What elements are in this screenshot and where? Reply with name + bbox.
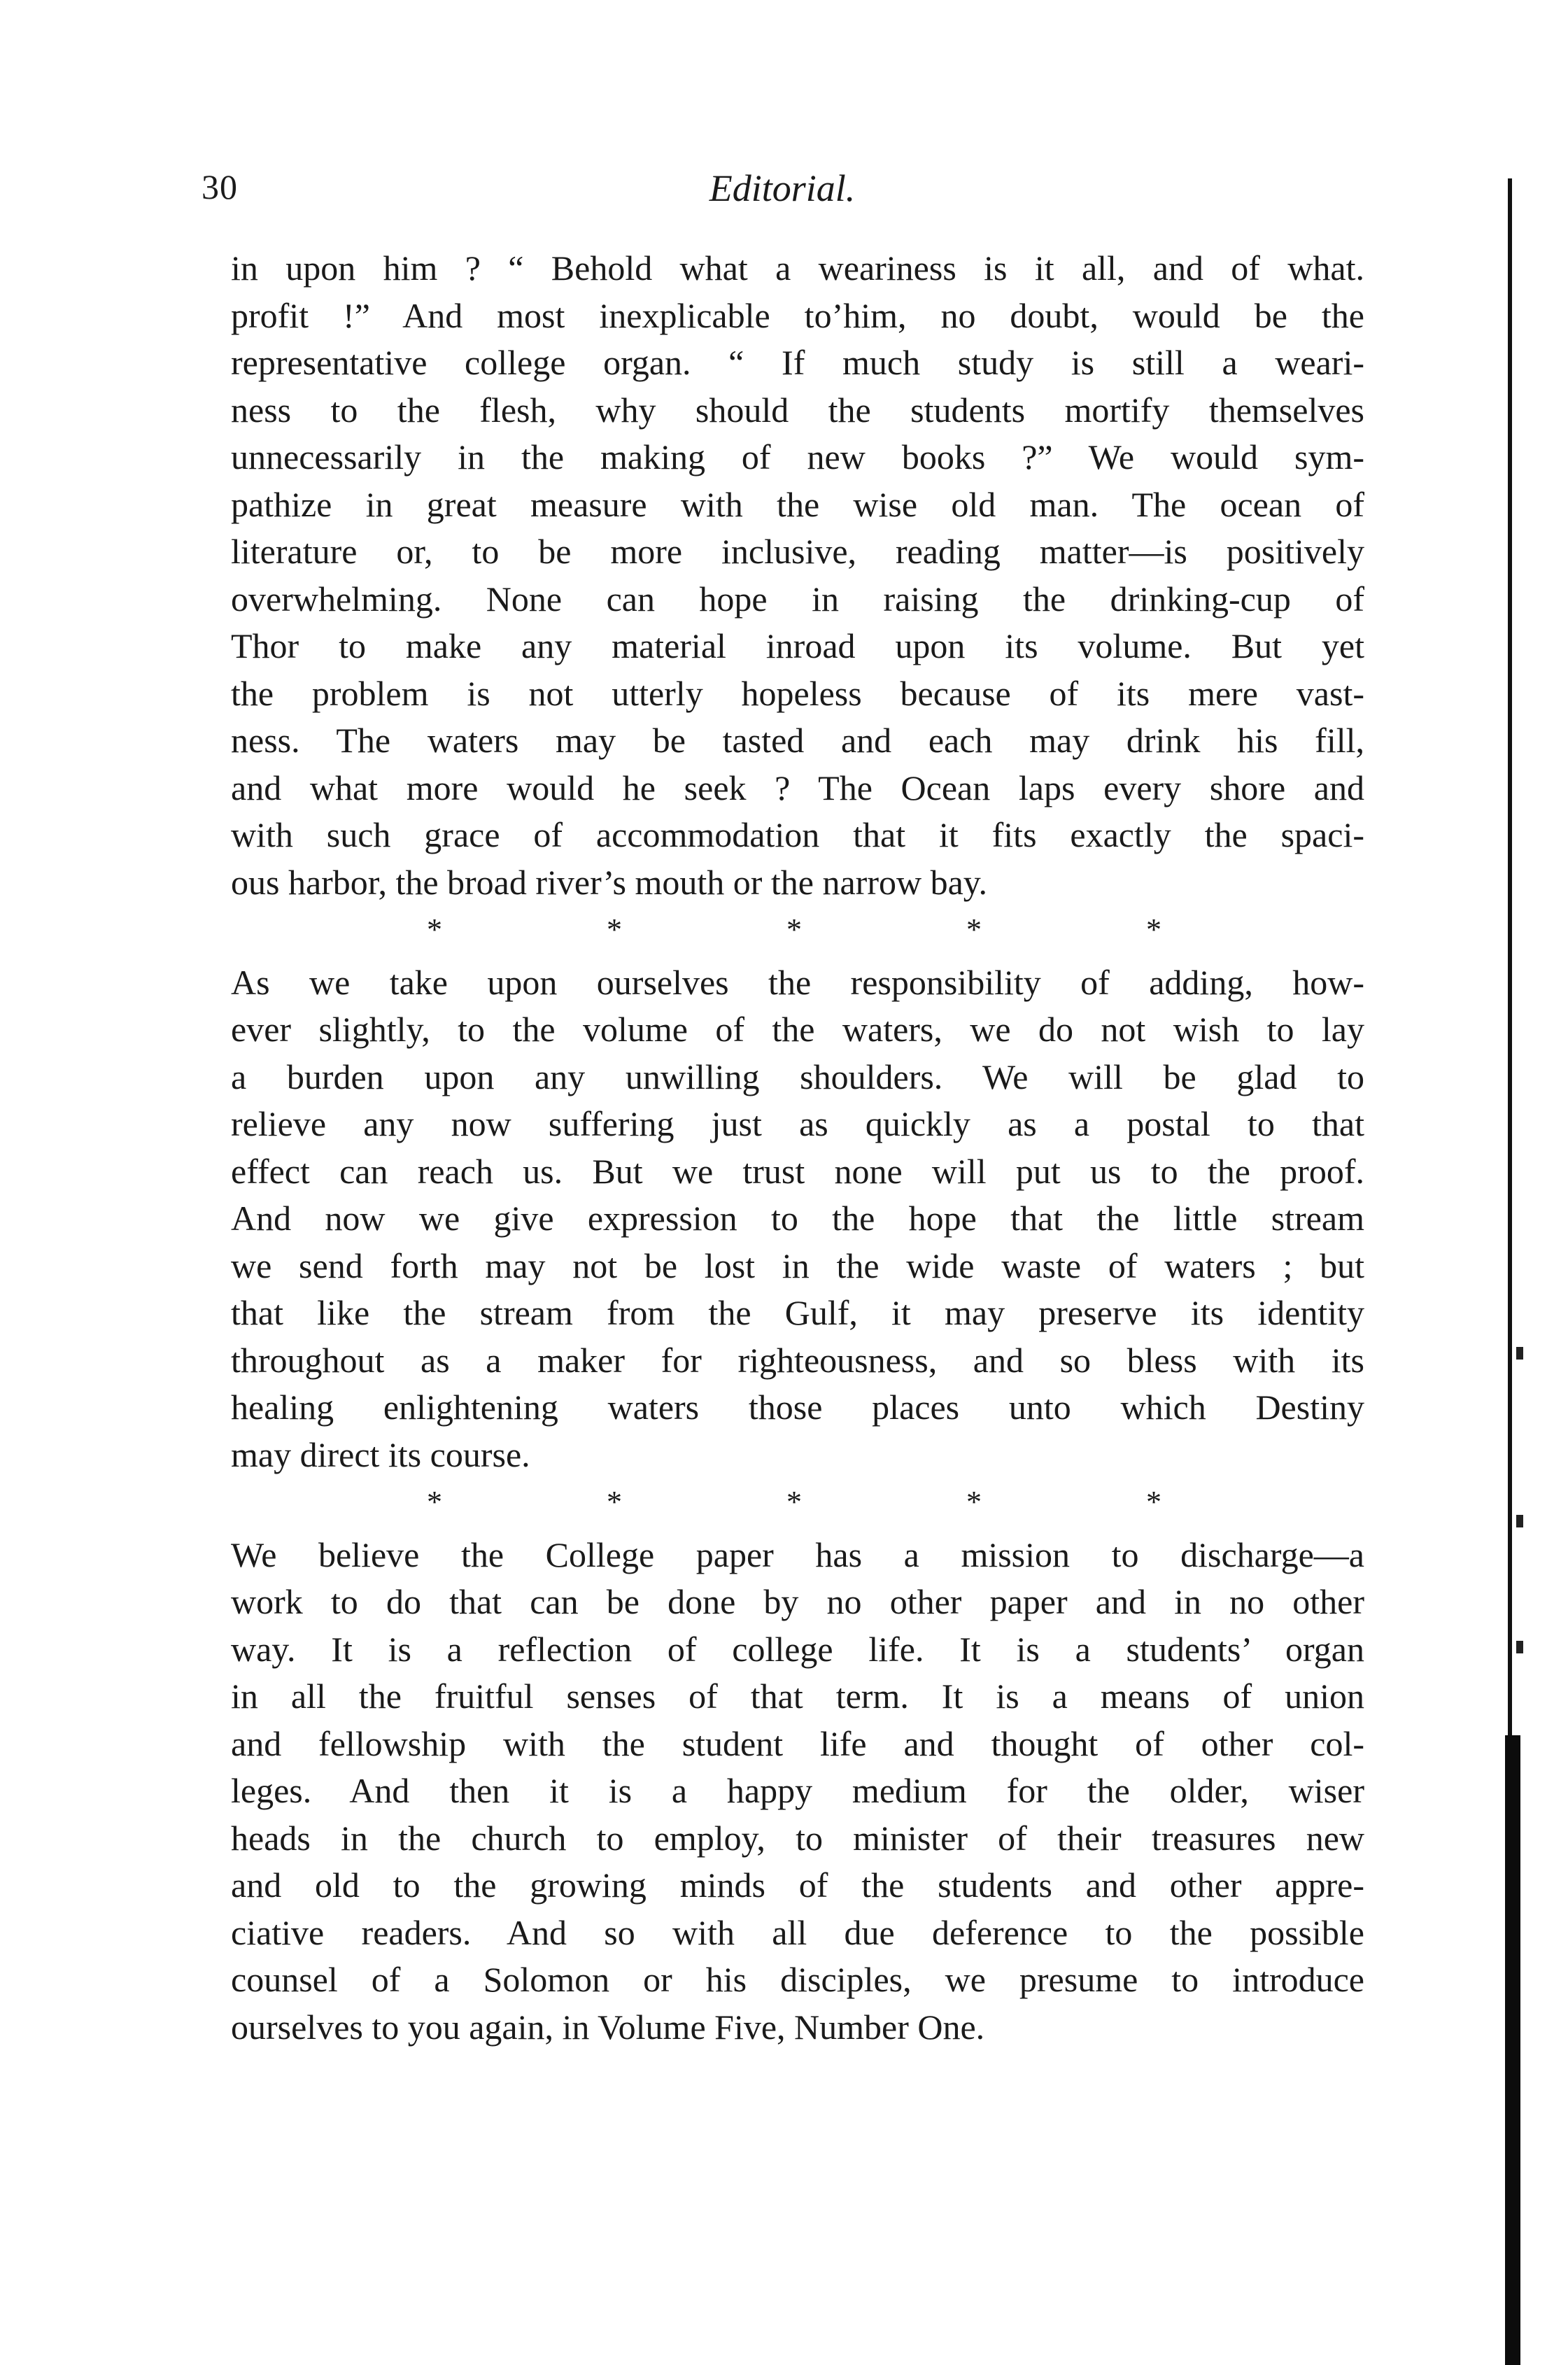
text-line: healing enlightening waters those places unto which Destiny <box>231 1388 1364 1427</box>
section-separator <box>427 906 1161 954</box>
text-line: we send forth may not be lost in the wide waste of waters ; but <box>231 1245 1364 1285</box>
running-title: Editorial. <box>709 167 856 209</box>
text-line: pathize in great measure with the wise old man. The ocean of <box>231 484 1364 524</box>
asterisk: * <box>427 1485 442 1519</box>
text-line: may direct its course. <box>231 1434 530 1474</box>
asterisk: * <box>786 1485 802 1519</box>
text-line: profit !” And most inexplicable to’him, no doubt, would be the <box>231 295 1364 335</box>
paragraph-2 <box>231 959 1364 1479</box>
asterisk: * <box>966 912 982 947</box>
page-header <box>202 167 1363 230</box>
paragraph-3 <box>231 1532 1364 2052</box>
text-line: work to do that can be done by no other paper and in no other <box>231 1582 1364 1621</box>
text-line: overwhelming. None can hope in raising the drinking-cup of <box>231 579 1364 619</box>
section-separator <box>427 1478 1161 1526</box>
text-line: throughout as a maker for righteousness, and so bless with its <box>231 1340 1364 1380</box>
text-line: in all the fruitful senses of that term. It is a means of union <box>231 1676 1364 1716</box>
text-line: effect can reach us. But we trust none will put us to the proof. <box>231 1151 1364 1191</box>
asterisk: * <box>607 1485 622 1519</box>
text-line: ous harbor, the broad river’s mouth or the narrow bay. <box>231 862 988 902</box>
text-line: leges. And then it is a happy medium for the older, wiser <box>231 1771 1364 1810</box>
text-line: and what more would he seek ? The Ocean laps every shore and <box>231 768 1364 807</box>
text-line: that like the stream from the Gulf, it may preserve its identity <box>231 1293 1364 1332</box>
page-edge-mark <box>1516 1515 1523 1527</box>
text-line: and fellowship with the student life and thought of other col- <box>231 1723 1364 1763</box>
asterisk: * <box>1146 1485 1161 1519</box>
text-line: ourselves to you again, in Volume Five, Number One. <box>231 2007 985 2047</box>
paragraph-1 <box>231 245 1364 906</box>
text-line: We believe the College paper has a mission to discharge—a <box>231 1534 1364 1574</box>
asterisk: * <box>966 1485 982 1519</box>
text-line: As we take upon ourselves the responsibility of adding, how- <box>231 962 1364 1002</box>
text-line: ever slightly, to the volume of the waters, we do not wish to lay <box>231 1010 1364 1049</box>
text-line: the problem is not utterly hopeless because of its mere vast- <box>231 673 1364 713</box>
text-line: and old to the growing minds of the students and other appre- <box>231 1865 1364 1905</box>
page-edge-mark <box>1516 1641 1523 1653</box>
text-line: unnecessarily in the making of new books ?” We would sym- <box>231 437 1364 476</box>
text-line: heads in the church to employ, to minister of their treasures new <box>231 1818 1364 1858</box>
page-edge-binding <box>1505 1735 1520 2365</box>
asterisk: * <box>1146 912 1161 947</box>
text-line: relieve any now suffering just as quickly as a postal to that <box>231 1104 1364 1143</box>
text-line: in upon him ? “ Behold what a weariness is it all, and of what. <box>231 248 1364 288</box>
editorial-body <box>231 245 1364 2051</box>
text-line: Thor to make any material inroad upon its volume. But yet <box>231 626 1364 665</box>
asterisk: * <box>786 912 802 947</box>
text-line: way. It is a reflection of college life. It is a students’ organ <box>231 1629 1364 1669</box>
text-line: ciative readers. And so with all due deference to the possible <box>231 1912 1364 1952</box>
asterisk: * <box>427 912 442 947</box>
text-line: And now we give expression to the hope that the little stream <box>231 1199 1364 1238</box>
text-line: counsel of a Solomon or his disciples, we presume to introduce <box>231 1960 1364 1999</box>
text-line: ness. The waters may be tasted and each may drink his fill, <box>231 721 1364 760</box>
page-edge-mark <box>1516 1347 1523 1360</box>
text-line: representative college organ. “ If much study is still a weari- <box>231 343 1364 382</box>
page-number: 30 <box>202 167 238 206</box>
text-line: with such grace of accommodation that it fits exactly the spaci- <box>231 815 1364 854</box>
text-line: ness to the flesh, why should the students mortify themselves <box>231 390 1364 430</box>
text-line: literature or, to be more inclusive, reading matter—is positively <box>231 532 1364 571</box>
text-line: a burden upon any unwilling shoulders. We will be glad to <box>231 1057 1364 1096</box>
asterisk: * <box>607 912 622 947</box>
